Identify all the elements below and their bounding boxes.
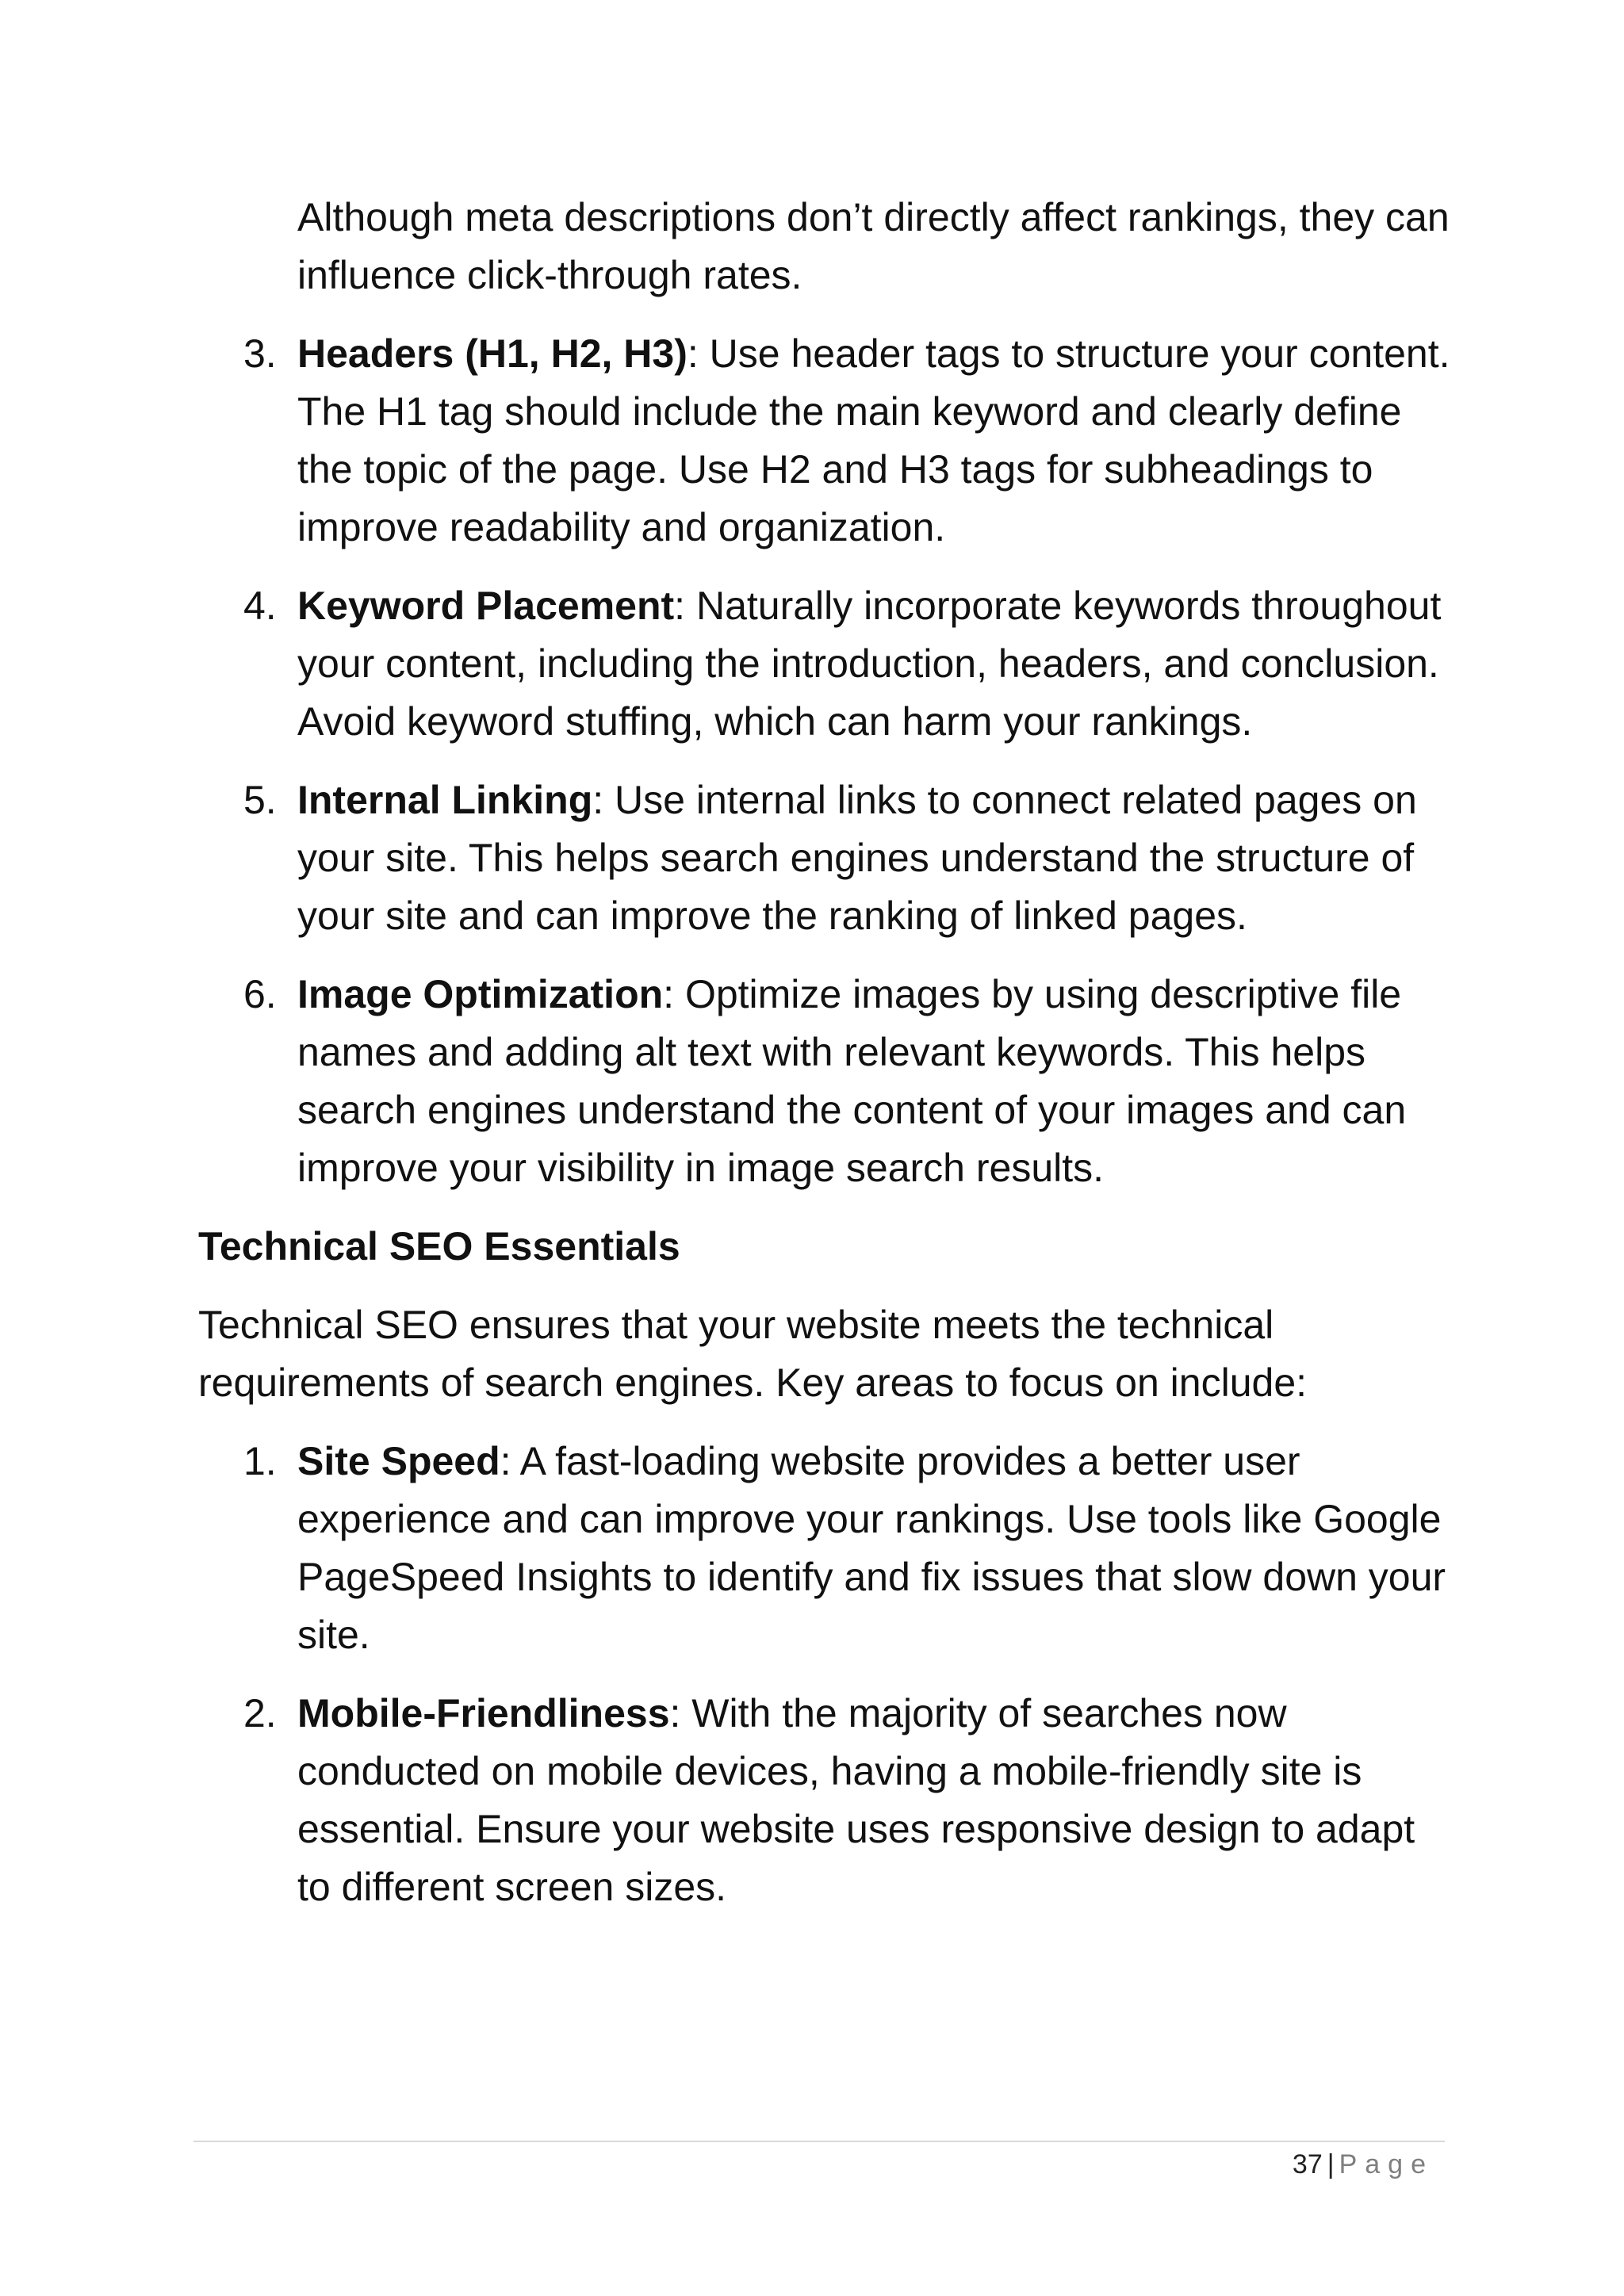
page-footer (1293, 2145, 1434, 2183)
list-item (198, 1433, 1451, 1664)
list-item-number: 3. (243, 331, 277, 376)
list-item-text: : Use header tags to structure your content. The H1 tag should include the main keyword and clearly define the topic of the page. Use H2 and H3 tags for subheadings to improve readability and organization. (297, 331, 1450, 549)
page-content (198, 189, 1451, 1937)
list-item-term: Keyword Placement (297, 584, 675, 628)
list-item-number: 5. (243, 778, 277, 822)
list-item (198, 577, 1451, 751)
list-item-number: 1. (243, 1439, 277, 1483)
list-item (198, 966, 1451, 1197)
page-label: Page (1339, 2149, 1434, 2179)
list-item-term: Internal Linking (297, 778, 593, 822)
list-item (198, 325, 1451, 557)
list-item-text: : Optimize images by using descriptive file names and adding alt text with relevant keywords. This helps search engines understand the content of your images and can improve your visibility in image search results. (297, 972, 1407, 1190)
footer-divider (193, 2141, 1445, 2142)
page-number: 37 (1292, 2149, 1323, 2179)
section-paragraph: Technical SEO ensures that your website meets the technical requirements of search engines. Key areas to focus on include: (198, 1303, 1308, 1405)
on-page-seo-list (198, 325, 1451, 1197)
list-item-term: Mobile-Friendliness (297, 1691, 670, 1735)
footer-separator: | (1327, 2149, 1335, 2179)
list-item-text: : Naturally incorporate keywords throughout your content, including the introduction, headers, and conclusion. Avoid keyword stuffing, which can harm your rankings. (297, 584, 1442, 744)
list-item-term: Headers (H1, H2, H3) (297, 331, 688, 376)
section-heading: Technical SEO Essentials (198, 1224, 680, 1269)
technical-seo-list (198, 1433, 1451, 1916)
list-item-number: 6. (243, 972, 277, 1016)
list-item-text: : With the majority of searches now conducted on mobile devices, having a mobile-friendly site is essential. Ensure your website uses responsive design to adapt to different screen sizes. (297, 1691, 1415, 1909)
list-item (198, 1685, 1451, 1916)
intro-continuation-paragraph: Although meta descriptions don’t directly affect rankings, they can influence click-through rates. (297, 195, 1450, 297)
list-item-text: : A fast-loading website provides a better user experience and can improve your rankings. Use tools like Google PageSpeed Insights to identify and fix issues that slow down your site. (297, 1439, 1446, 1657)
list-item (198, 771, 1451, 945)
list-item-number: 4. (243, 584, 277, 628)
list-item-text: : Use internal links to connect related pages on your site. This helps search engines understand the structure of your site and can improve the ranking of linked pages. (297, 778, 1417, 938)
list-item-term: Site Speed (297, 1439, 500, 1483)
list-item-number: 2. (243, 1691, 277, 1735)
list-item-term: Image Optimization (297, 972, 664, 1016)
